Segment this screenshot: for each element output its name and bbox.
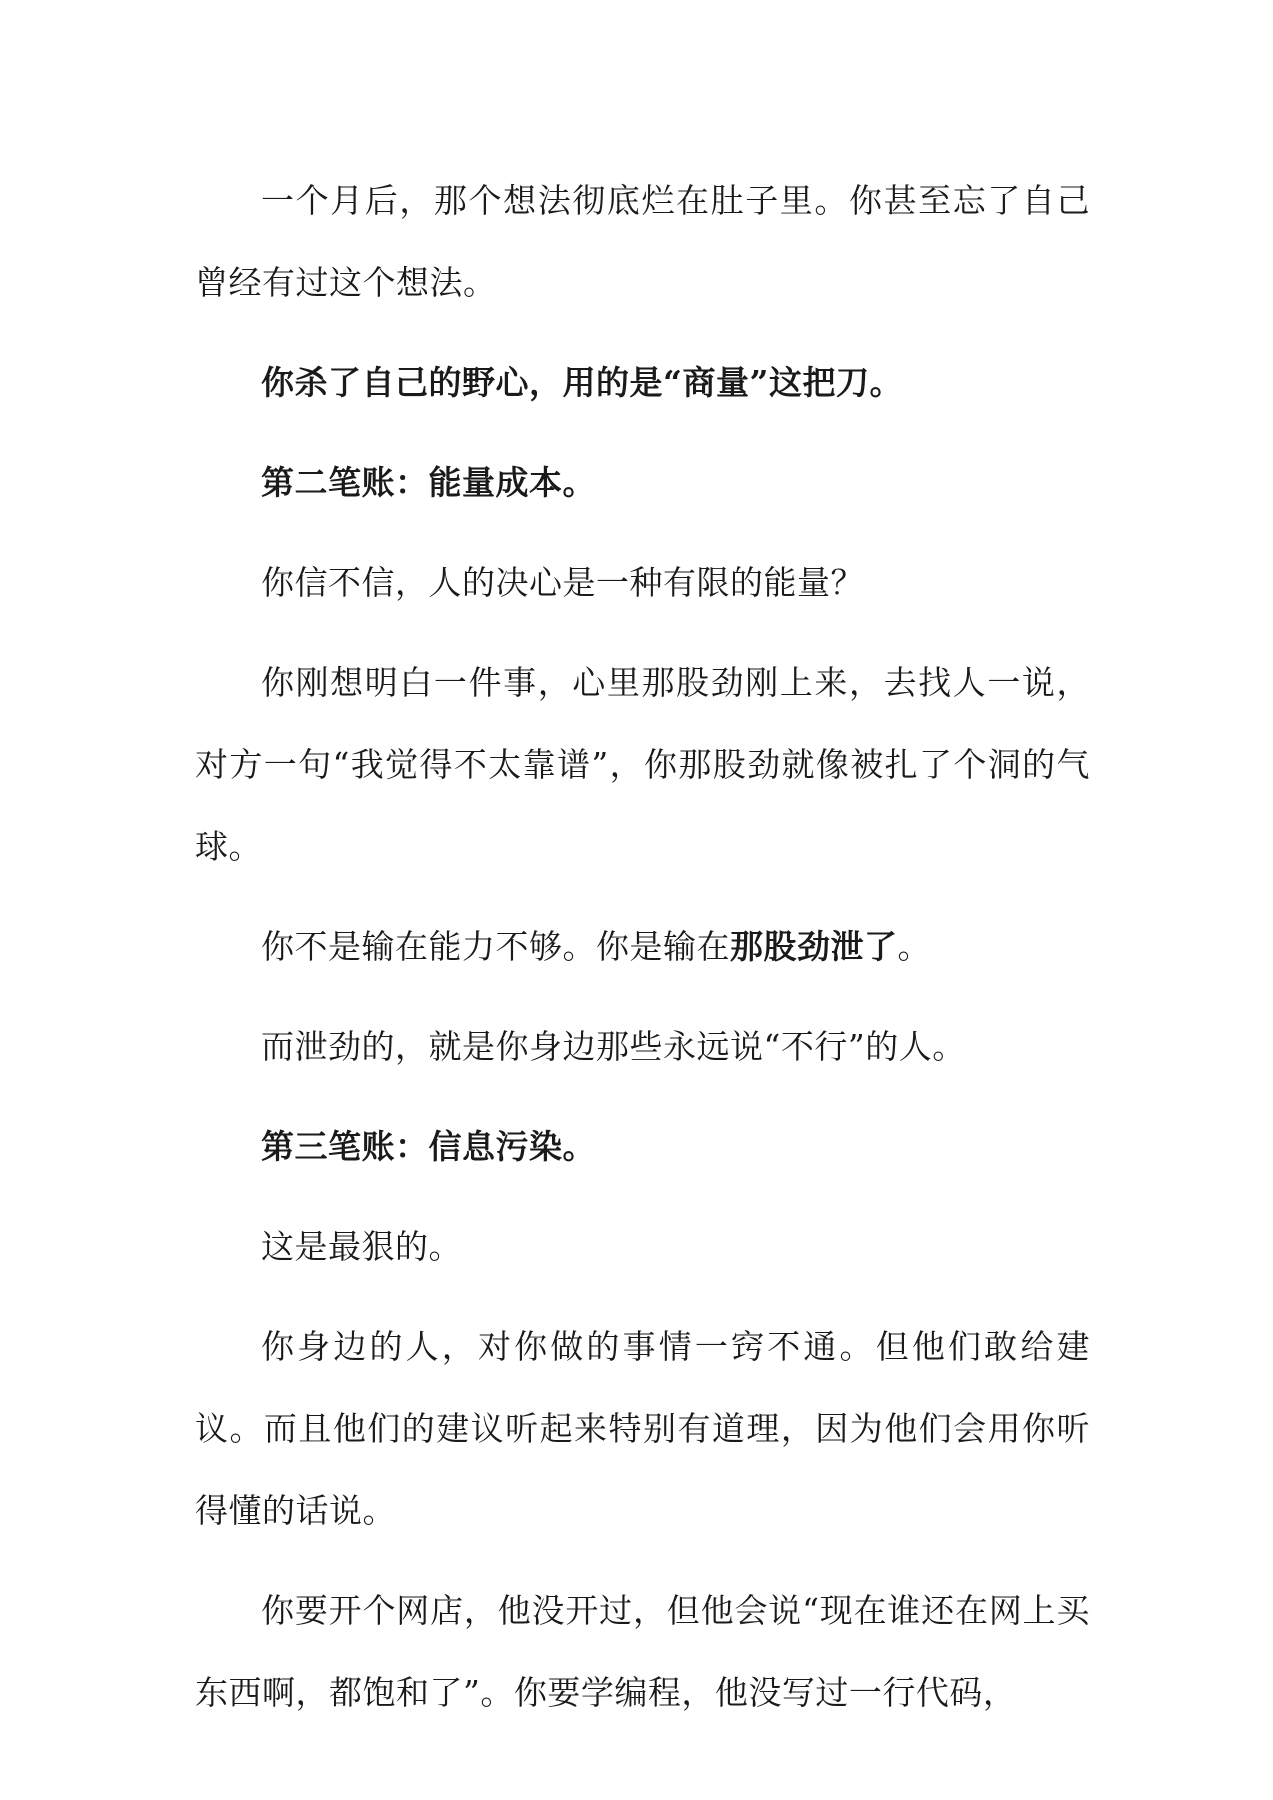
paragraph-11: 你要开个网店，他没开过，但他会说“现在谁还在网上买东西啊，都饱和了”。你要学编程，他没写过一行代码， — [195, 1591, 1090, 1712]
paragraph-6 — [195, 906, 1090, 988]
paragraph-10: 你身边的人，对你做的事情一窍不通。但他们敢给建议。而且他们的建议听起来特别有道理，因为他们会用你听得懂的话说。 — [195, 1327, 1090, 1530]
paragraph-1: 一个月后，那个想法彻底烂在肚子里。你甚至忘了自己曾经有过这个想法。 — [195, 181, 1090, 302]
paragraph-5: 你刚想明白一件事，心里那股劲刚上来，去找人一说，对方一句“我觉得不太靠谱”，你那股劲就像被扎了个洞的气球。 — [195, 663, 1090, 866]
paragraph-4: 你信不信，人的决心是一种有限的能量？ — [261, 563, 864, 602]
paragraph-2-bold: 你杀了自己的野心，用的是“商量”这把刀。 — [261, 363, 903, 402]
document-body — [195, 160, 1090, 1752]
paragraph-6-lead: 你不是输在能力不够。你是输在 — [261, 927, 730, 966]
paragraph-6-tail: 。 — [897, 927, 931, 966]
paragraph-6-emphasis: 那股劲泄了 — [730, 927, 898, 966]
paragraph-7: 而泄劲的，就是你身边那些永远说“不行”的人。 — [261, 1027, 966, 1066]
paragraph-9: 这是最狠的。 — [261, 1227, 462, 1266]
section-heading-info-pollution: 第三笔账：信息污染。 — [261, 1127, 596, 1166]
section-heading-energy-cost: 第二笔账：能量成本。 — [261, 463, 596, 502]
